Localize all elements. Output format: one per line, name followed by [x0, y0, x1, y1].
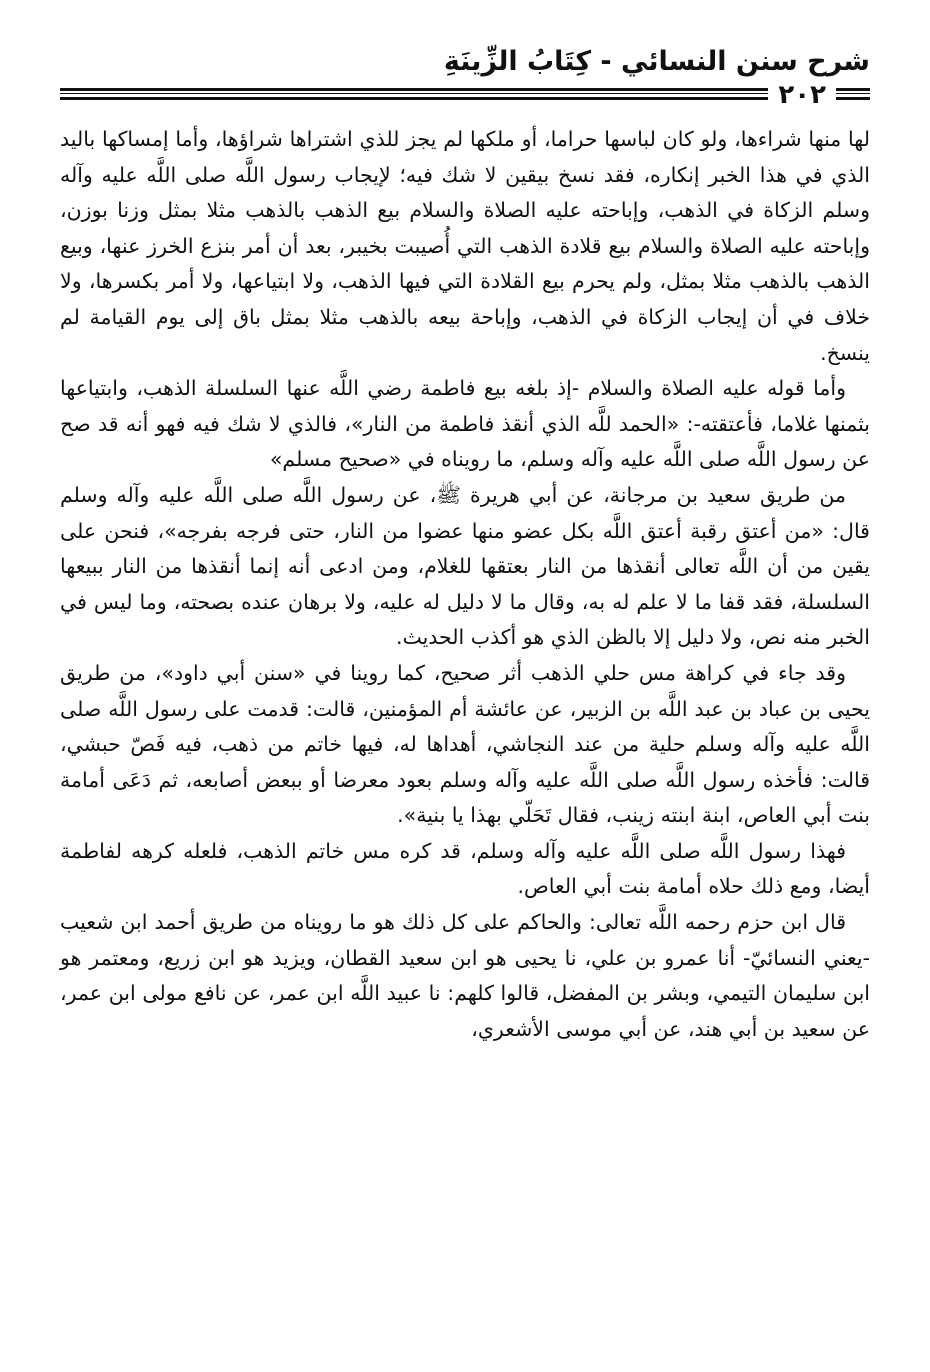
page-number: ٢٠٢ [768, 80, 836, 110]
header-rule-bottom [60, 97, 870, 100]
header-rule-top [60, 88, 870, 91]
header-rule-middle [60, 93, 870, 94]
paragraph-6: قال ابن حزم رحمه اللَّه تعالى: والحاكم على كل ذلك هو ما رويناه من طريق أحمد ابن شعيب -يعني النسائيّ- أنا عمرو بن علي، نا يحيى هو ابن سعيد القطان، ويزيد هو ابن زريع، ومعتمر هو ابن سليمان التيمي، وبشر بن المفضل، قالوا كلهم: نا عبيد اللَّه ابن عمر، عن نافع مولى ابن عمر، عن سعيد بن أبي هند، عن أبي موسى الأشعري، [60, 910, 870, 1041]
paragraph-4: وقد جاء في كراهة مس حلي الذهب أثر صحيح، كما روينا في «سنن أبي داود»، من طريق يحيى بن عباد بن عبد اللَّه بن الزبير، عن عائشة أم المؤمنين، قالت: قدمت على رسول اللَّه صلى اللَّه عليه وآله وسلم حلية من عند النجاشي، أهداها له، فيها خاتم من ذهب، فيه فَصّ حبشي، قالت: فأخذه رسول اللَّه صلى اللَّه عليه وآله وسلم بعود معرضا أو ببعض أصابعه، ثم دَعَى أمامة بنت أبي العاص، ابنة ابنته زينب، فقال تَحَلّي بهذا يا بنية». [60, 660, 870, 828]
page [60, 40, 870, 1330]
page-header [60, 40, 870, 110]
paragraph-5: فهذا رسول اللَّه صلى اللَّه عليه وآله وسلم، قد كره مس خاتم الذهب، فلعله كرهه لفاطمة أيضا، ومع ذلك حلاه أمامة بنت أبي العاص. [60, 838, 870, 899]
paragraph-2: وأما قوله عليه الصلاة والسلام -إذ بلغه بيع فاطمة رضي اللَّه عنها السلسلة الذهب، وابتياعها بثمنها غلاما، فأعتقته-: «الحمد للَّه الذي أنقذ فاطمة من النار»، فالذي لا شك فيه فهو أنه قد صح عن رسول اللَّه صلى اللَّه عليه وآله وسلم، ما رويناه في «صحيح مسلم» [60, 376, 870, 472]
paragraph-1: لها منها شراءها، ولو كان لباسها حراما، أو ملكها لم يجز للذي اشتراها شراؤها، وأما إمساكها باليد الذي في هذا الخبر إنكاره، فقد نسخ بيقين لا شك فيه؛ لإيجاب رسول اللَّه صلى اللَّه عليه وآله وسلم الزكاة في الذهب، وإباحته عليه الصلاة والسلام بيع الذهب بالذهب مثلا بمثل وزنا بوزن، وإباحته عليه الصلاة والسلام بيع قلادة الذهب التي أُصيبت بخيبر، بعد أن أمر بنزع الخرز عنها، وبيع الذهب بالذهب مثلا بمثل، ولم يحرم بيع القلادة التي فيها الذهب، ولا ابتياعها، ولا أمر بكسرها، ولا خلاف في أن إيجاب الزكاة في الذهب، وإباحة بيعه بالذهب مثلا بمثل باق إلى يوم القيامة لم ينسخ. [60, 127, 870, 365]
body-text [60, 122, 870, 1047]
paragraph-3: من طريق سعيد بن مرجانة، عن أبي هريرة ﷺ، عن رسول اللَّه صلى اللَّه عليه وآله وسلم قال: «من أعتق رقبة أعتق اللَّه بكل عضو منها عضوا من النار، حتى فرجه بفرجه»، فنحن على يقين من أن اللَّه تعالى أنقذها من النار بعتقها للغلام، ومن ادعى أنه إنما أنقذها من النار ببيعها السلسلة، فقد قفا ما لا علم له به، وقال ما لا دليل له عليه، ولا برهان عنده بصحته، وما ليس في الخبر منه نص، ولا دليل إلا بالظن الذي هو أكذب الحديث. [60, 482, 870, 650]
running-title: شرح سنن النسائي - كِتَابُ الزِّينَةِ [443, 46, 870, 77]
